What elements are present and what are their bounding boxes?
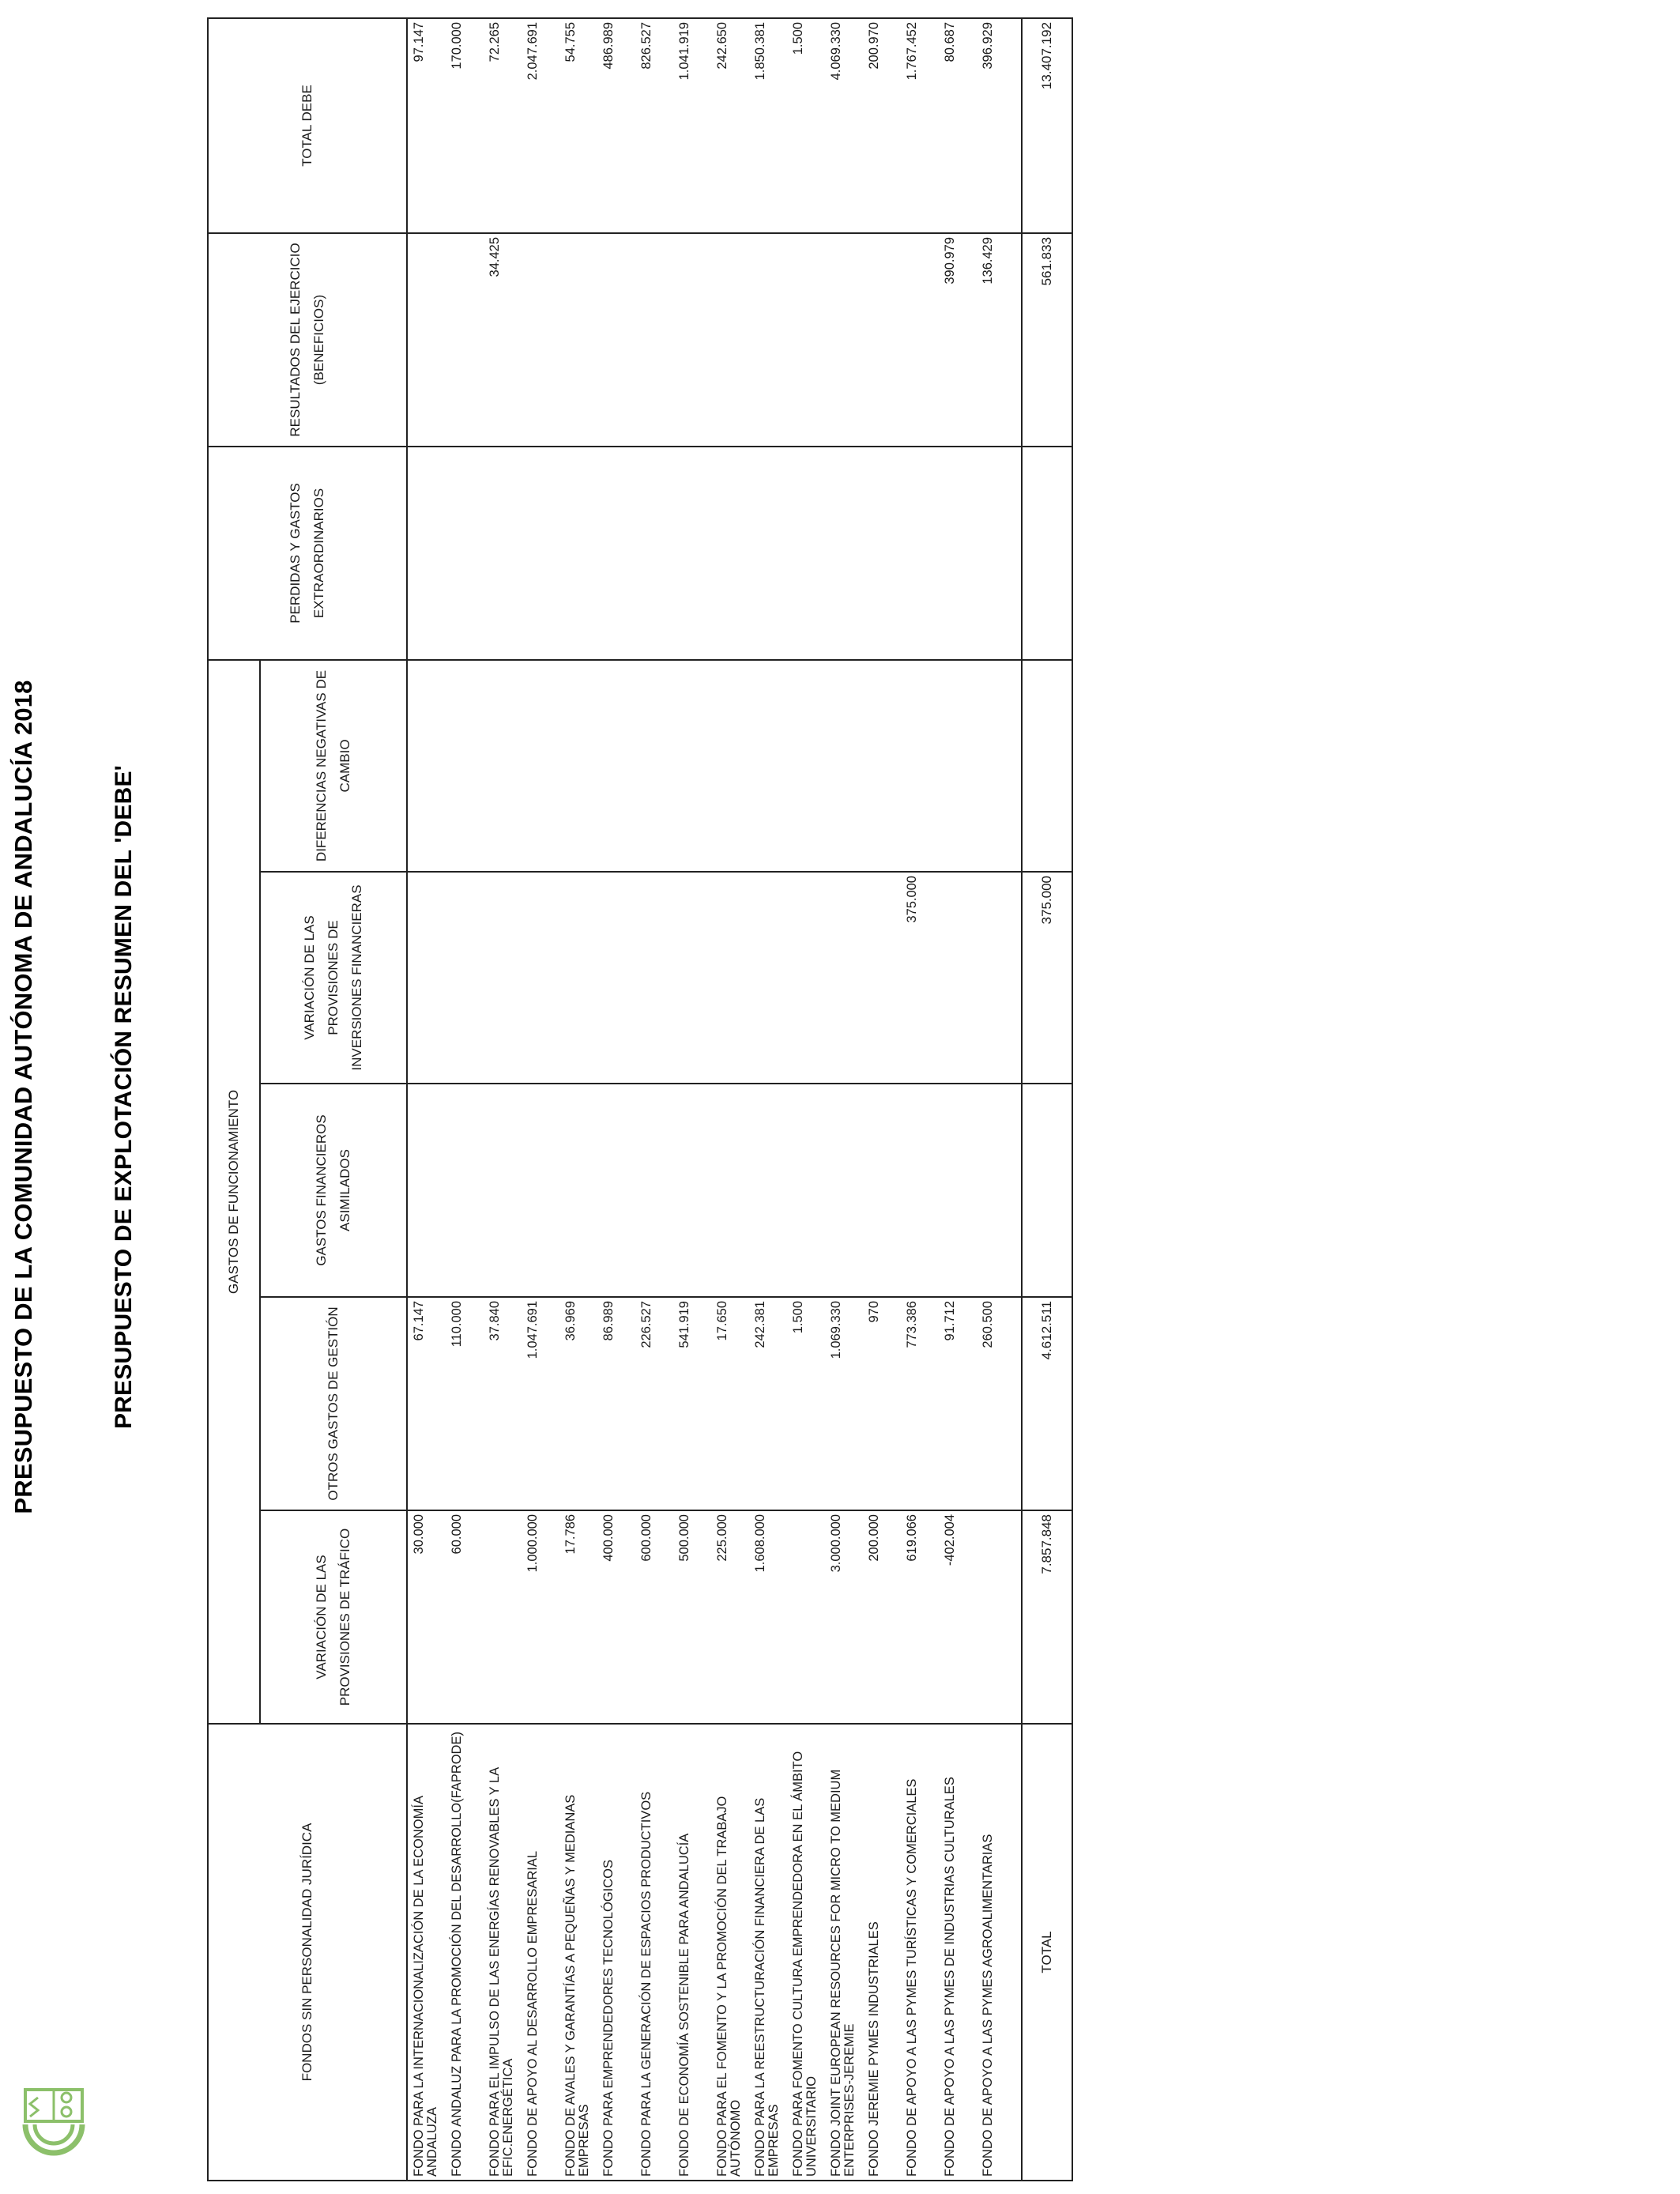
table-cell-perdidas (599, 447, 637, 659)
table-cell-resultados (447, 234, 485, 446)
fund-name: FONDO DE APOYO A LAS PYMES TURÍSTICAS Y COMERCIALES (905, 1778, 919, 2177)
table-cell-gastos-financieros (713, 1084, 751, 1296)
table-cell-gastos-financieros (599, 1084, 637, 1296)
table-cell-var-inversiones (485, 873, 523, 1083)
table-cell-gastos-financieros (940, 1084, 978, 1296)
table-cell-perdidas (409, 447, 447, 659)
table-cell-var-trafico: 400.000 (601, 1514, 616, 1562)
table-cell-var-inversiones (864, 873, 902, 1083)
table-cell-diferencias (447, 661, 485, 871)
table-cell-var-inversiones (599, 873, 637, 1083)
table-cell-diferencias (561, 661, 599, 871)
table-cell-var-trafico: 30.000 (412, 1514, 426, 1555)
table-cell-resultados (637, 234, 675, 446)
table-cell-perdidas (447, 447, 485, 659)
perdidas-column (407, 447, 1022, 660)
table-cell-var-inversiones (675, 873, 713, 1083)
fund-name: FONDO PARA LA GENERACIÓN DE ESPACIOS PRODUCTIVOS (639, 1791, 654, 2177)
fund-name: FONDO PARA EL FOMENTO Y LA PROMOCIÓN DEL TRABAJO AUTÓNOMO (715, 1796, 743, 2177)
table-cell-total-debe: 54.755 (563, 21, 578, 62)
table-cell-resultados: 34.425 (488, 236, 502, 277)
table-cell-otros-gastos: 36.969 (563, 1301, 578, 1341)
table-cell-otros-gastos: 1.069.330 (829, 1301, 843, 1359)
document-subtitle: PRESUPUESTO DE EXPLOTACIÓN RESUMEN DEL 'DEBE' (111, 764, 137, 1430)
table-cell-resultados (713, 234, 751, 446)
var-inversiones-column (407, 872, 1022, 1084)
table-cell-otros-gastos: 1.047.691 (525, 1301, 540, 1359)
table-cell-gastos-financieros (447, 1084, 485, 1296)
table-cell-gastos-financieros (675, 1084, 713, 1296)
fund-name: FONDO PARA LA REESTRUCTURACIÓN FINANCIERA DE LAS EMPRESAS (753, 1797, 781, 2177)
table-cell-otros-gastos: 970 (867, 1301, 881, 1323)
table-cell-diferencias (637, 661, 675, 871)
table-cell-var-inversiones (447, 873, 485, 1083)
table-cell-otros-gastos: 773.386 (905, 1301, 919, 1348)
col-header-otros-gastos: OTROS GASTOS DE GESTIÓN (260, 1297, 407, 1510)
document-title: PRESUPUESTO DE LA COMUNIDAD AUTÓNOMA DE ANDALUCÍA 2018 (9, 680, 37, 1514)
table-cell-diferencias (978, 661, 1016, 871)
table-cell-perdidas (827, 447, 864, 659)
table-cell-perdidas (940, 447, 978, 659)
table-cell-otros-gastos: 226.527 (639, 1301, 654, 1348)
table-cell-diferencias (864, 661, 902, 871)
table-cell-otros-gastos: 37.840 (488, 1301, 502, 1341)
table-cell-resultados: 390.979 (943, 236, 957, 285)
table-cell-total-debe: 1.767.452 (905, 21, 919, 81)
table-cell-var-trafico: 1.000.000 (525, 1514, 540, 1573)
table-cell-var-trafico: 200.000 (867, 1514, 881, 1562)
col-header-total-debe: TOTAL DEBE (208, 18, 407, 233)
table-cell-diferencias (409, 661, 447, 871)
table-cell-total-debe: 2.047.691 (525, 21, 540, 81)
table-cell-diferencias (675, 661, 713, 871)
total-perdidas (1022, 447, 1072, 660)
table-cell-resultados (675, 234, 713, 446)
table-cell-diferencias (485, 661, 523, 871)
table-cell-diferencias (902, 661, 940, 871)
table-cell-gastos-financieros (485, 1084, 523, 1296)
fund-name: FONDO ANDALUZ PARA LA PROMOCIÓN DEL DESARROLLO(FAPRODE) (450, 1732, 464, 2177)
fund-name-column (407, 1724, 1022, 2181)
table-cell-total-debe: 826.527 (639, 21, 654, 70)
table-cell-otros-gastos: 17.650 (715, 1301, 729, 1341)
table-cell-var-trafico: 1.608.000 (753, 1514, 767, 1573)
fund-name: FONDO DE ECONOMÍA SOSTENIBLE PARA ANDALUCÍA (677, 1833, 691, 2177)
table-cell-otros-gastos: 91.712 (943, 1301, 957, 1341)
col-header-perdidas: PERDIDAS Y GASTOS EXTRAORDINARIOS (208, 447, 407, 660)
table-cell-perdidas (523, 447, 561, 659)
table-cell-var-trafico: 3.000.000 (829, 1514, 843, 1573)
table-cell-diferencias (940, 661, 978, 871)
table-cell-perdidas (675, 447, 713, 659)
table-cell-diferencias (523, 661, 561, 871)
table-cell-var-trafico: 500.000 (677, 1514, 691, 1562)
fund-name: FONDO DE AVALES Y GARANTÍAS A PEQUEÑAS Y MEDIANAS EMPRESAS (563, 1794, 591, 2177)
table-cell-var-inversiones (940, 873, 978, 1083)
table-cell-otros-gastos: 260.500 (981, 1301, 995, 1348)
fund-name: FONDO PARA EMPRENDEDORES TECNOLÓGICOS (601, 1860, 616, 2177)
fund-name: FONDO PARA FOMENTO CULTURA EMPRENDEDORA EN EL ÁMBITO UNIVERSITARIO (791, 1751, 819, 2177)
total-label: TOTAL (1022, 1724, 1072, 2181)
table-body-row (407, 18, 1022, 2181)
col-header-gastos-financieros: GASTOS FINANCIEROS ASIMILADOS (260, 1084, 407, 1297)
table-cell-resultados (751, 234, 789, 446)
table-cell-var-inversiones (523, 873, 561, 1083)
table-cell-perdidas (637, 447, 675, 659)
otros-gastos-column (407, 1297, 1022, 1510)
col-header-resultados: RESULTADOS DEL EJERCICIO (BENEFICIOS) (208, 233, 407, 447)
table-cell-var-trafico (485, 1511, 523, 1723)
total-otros-gastos: 4.612.511 (1022, 1297, 1072, 1510)
table-cell-total-debe: 486.989 (601, 21, 616, 70)
table-cell-var-inversiones (978, 873, 1016, 1083)
budget-table (207, 17, 1073, 2181)
resultados-column (407, 233, 1022, 447)
table-cell-total-debe: 242.650 (715, 21, 729, 70)
table-cell-perdidas (713, 447, 751, 659)
col-header-fund: FONDOS SIN PERSONALIDAD JURÍDICA (208, 1724, 407, 2181)
table-cell-var-inversiones (751, 873, 789, 1083)
table-cell-total-debe: 1.500 (791, 21, 805, 55)
table-cell-var-trafico: 225.000 (715, 1514, 729, 1562)
table-cell-var-inversiones (409, 873, 447, 1083)
table-cell-otros-gastos: 67.147 (412, 1301, 426, 1341)
table-cell-total-debe: 1.850.381 (753, 21, 767, 81)
table-cell-var-inversiones: 375.000 (905, 876, 919, 923)
table-cell-gastos-financieros (751, 1084, 789, 1296)
table-cell-total-debe: 72.265 (488, 21, 502, 62)
table-cell-var-inversiones (637, 873, 675, 1083)
fund-name: FONDO DE APOYO A LAS PYMES DE INDUSTRIAS CULTURALES (943, 1777, 957, 2177)
table-cell-var-inversiones (827, 873, 864, 1083)
fund-name: FONDO PARA LA INTERNACIONALIZACIÓN DE LA ECONOMÍA ANDALUZA (412, 1796, 439, 2177)
table-cell-var-trafico (978, 1511, 1016, 1723)
gastos-financieros-column (407, 1084, 1022, 1297)
table-cell-var-trafico: 17.786 (563, 1514, 578, 1555)
table-cell-otros-gastos: 1.500 (791, 1301, 805, 1334)
col-header-var-inversiones: VARIACIÓN DE LAS PROVISIONES DE INVERSIONES FINANCIERAS (260, 872, 407, 1084)
table-cell-gastos-financieros (864, 1084, 902, 1296)
table-cell-total-debe: 200.970 (867, 21, 881, 70)
table-cell-var-inversiones (789, 873, 827, 1083)
fund-name: FONDO DE APOYO AL DESARROLLO EMPRESARIAL (525, 1850, 540, 2177)
table-cell-var-inversiones (561, 873, 599, 1083)
total-var-trafico: 7.857.848 (1022, 1510, 1072, 1724)
table-cell-total-debe: 170.000 (450, 21, 464, 70)
table-cell-resultados (523, 234, 561, 446)
table-cell-perdidas (561, 447, 599, 659)
table-cell-gastos-financieros (523, 1084, 561, 1296)
var-trafico-column (407, 1510, 1022, 1724)
table-cell-var-trafico: 619.066 (905, 1514, 919, 1562)
table-cell-var-trafico: -402.004 (943, 1514, 957, 1566)
total-gastos-financieros (1022, 1084, 1072, 1297)
table-cell-total-debe: 97.147 (412, 21, 426, 62)
table-cell-resultados (409, 234, 447, 446)
table-cell-gastos-financieros (561, 1084, 599, 1296)
header-row-group (208, 18, 260, 2181)
col-header-diferencias: DIFERENCIAS NEGATIVAS DE CAMBIO (260, 660, 407, 872)
table-cell-total-debe: 80.687 (943, 21, 957, 62)
table-cell-resultados (599, 234, 637, 446)
total-total-debe: 13.407.192 (1022, 18, 1072, 233)
total-var-inversiones: 375.000 (1022, 872, 1072, 1084)
table-cell-diferencias (751, 661, 789, 871)
table-cell-otros-gastos: 110.000 (450, 1301, 464, 1348)
table-cell-perdidas (978, 447, 1016, 659)
diferencias-column (407, 660, 1022, 872)
total-row (1022, 18, 1072, 2181)
table-cell-otros-gastos: 242.381 (753, 1301, 767, 1348)
table-cell-gastos-financieros (978, 1084, 1016, 1296)
table-cell-total-debe: 396.929 (981, 21, 995, 70)
table-cell-resultados: 136.429 (981, 236, 995, 285)
table-cell-var-trafico: 600.000 (639, 1514, 654, 1562)
table-cell-total-debe: 1.041.919 (677, 21, 691, 81)
table-cell-otros-gastos: 541.919 (677, 1301, 691, 1348)
table-cell-perdidas (789, 447, 827, 659)
fund-name: FONDO JEREMIE PYMES INDUSTRIALES (867, 1921, 881, 2177)
total-resultados: 561.833 (1022, 233, 1072, 447)
table-cell-resultados (827, 234, 864, 446)
table-cell-perdidas (864, 447, 902, 659)
table-cell-var-inversiones (713, 873, 751, 1083)
total-diferencias (1022, 660, 1072, 872)
table-cell-perdidas (485, 447, 523, 659)
table-cell-perdidas (751, 447, 789, 659)
table-cell-perdidas (902, 447, 940, 659)
table-cell-gastos-financieros (409, 1084, 447, 1296)
table-cell-gastos-financieros (902, 1084, 940, 1296)
table-cell-resultados (902, 234, 940, 446)
table-cell-diferencias (713, 661, 751, 871)
fund-name: FONDO DE APOYO A LAS PYMES AGROALIMENTARIAS (981, 1834, 995, 2177)
table-cell-var-trafico: 60.000 (450, 1514, 464, 1555)
table-cell-resultados (561, 234, 599, 446)
table-cell-gastos-financieros (827, 1084, 864, 1296)
col-header-gastos-funcionamiento: GASTOS DE FUNCIONAMIENTO (208, 660, 260, 1724)
table-cell-diferencias (789, 661, 827, 871)
table-cell-otros-gastos: 86.989 (601, 1301, 616, 1341)
fund-name: FONDO PARA EL IMPULSO DE LAS ENERGÍAS RENOVABLES Y LA EFIC.ENERGÉTICA (488, 1767, 515, 2177)
table-cell-gastos-financieros (637, 1084, 675, 1296)
fund-name: FONDO JOINT EUROPEAN RESOURCES FOR MICRO TO MEDIUM ENTERPRISES-JEREMIE (829, 1769, 857, 2177)
table-cell-gastos-financieros (789, 1084, 827, 1296)
table-cell-resultados (864, 234, 902, 446)
total-debe-column (407, 18, 1022, 233)
col-header-var-trafico: VARIACIÓN DE LAS PROVISIONES DE TRÁFICO (260, 1510, 407, 1724)
table-cell-diferencias (599, 661, 637, 871)
table-cell-diferencias (827, 661, 864, 871)
table-cell-resultados (789, 234, 827, 446)
table-cell-var-trafico (789, 1511, 827, 1723)
table-cell-total-debe: 4.069.330 (829, 21, 843, 81)
